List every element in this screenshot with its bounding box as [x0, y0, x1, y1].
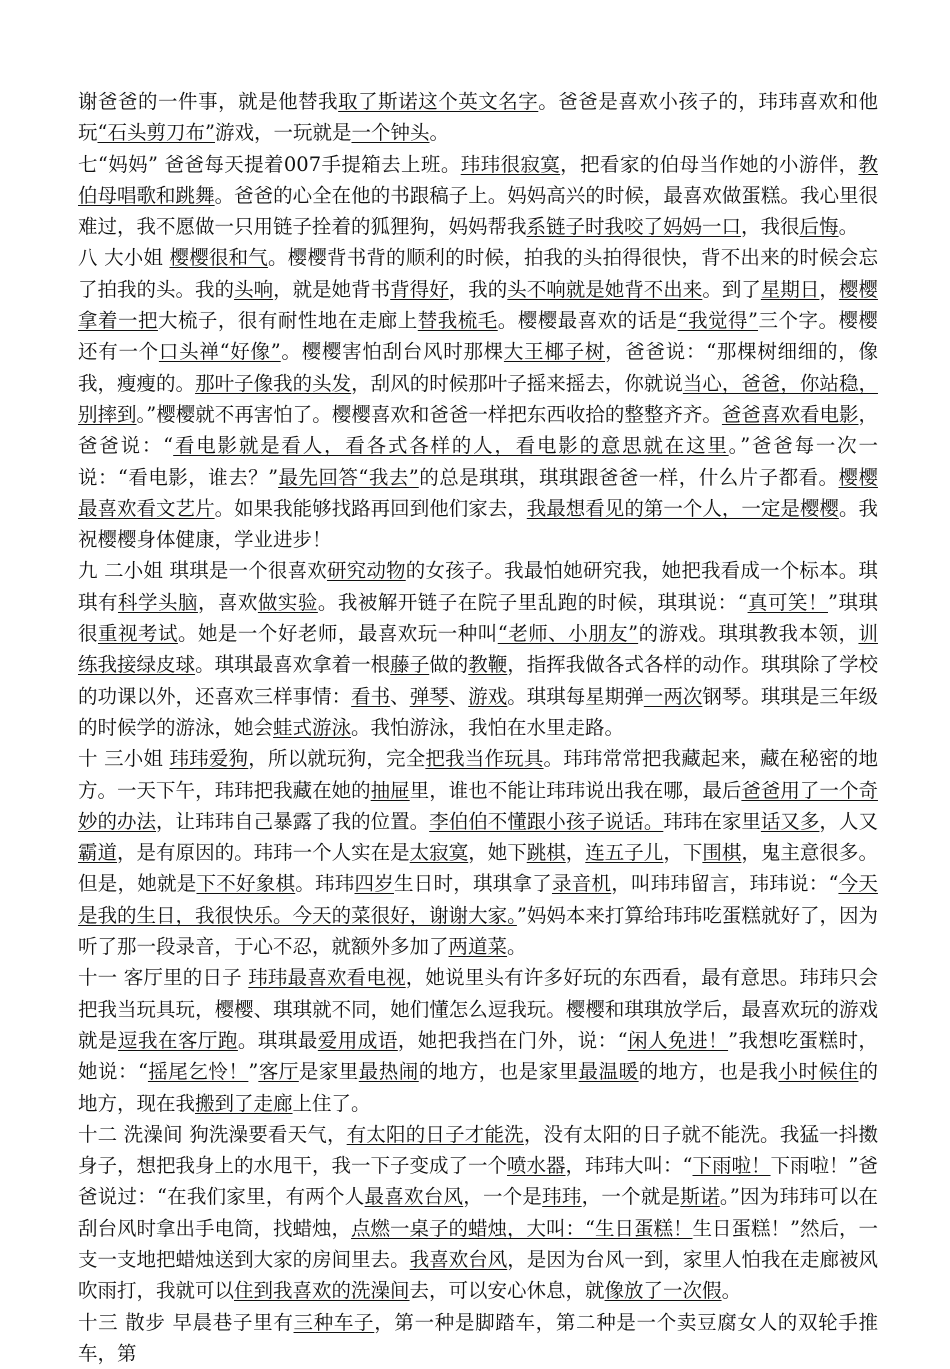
text-run: 。爸爸是喜欢小孩子的，玮玮喜欢和他玩: [78, 90, 878, 145]
text-run: 游戏，一玩就是: [214, 121, 352, 145]
paragraph-5: [78, 743, 878, 962]
underlined-phrase: 头不响就是她背不出来: [507, 277, 703, 301]
text-run: 十一 客厅里的日子: [78, 966, 249, 990]
text-run: 。: [721, 1279, 742, 1303]
underlined-phrase: 搬到了走廊: [195, 1091, 293, 1115]
underlined-phrase: 口头禅“好像”: [158, 340, 281, 364]
underlined-phrase: 爱用成语: [317, 1028, 398, 1052]
underlined-phrase: 今天是我的生日，我很快乐。今天的菜很好，谢谢大家。: [78, 872, 878, 927]
underlined-phrase: 下雨啦！: [692, 1154, 771, 1178]
underlined-phrase: 最喜欢台风: [364, 1185, 464, 1209]
underlined-phrase: 最热闹: [358, 1060, 419, 1084]
underlined-phrase: 弹琴: [409, 684, 449, 708]
underlined-phrase: 四岁: [354, 872, 394, 896]
underlined-phrase: 玮玮: [542, 1185, 582, 1209]
underlined-phrase: 游戏: [468, 684, 508, 708]
text-run: 。樱樱害怕刮台风时那棵: [280, 340, 504, 364]
underlined-phrase: 蛙式游泳: [273, 715, 352, 739]
text-run: ，她把我挡在门外，说：“: [397, 1028, 628, 1052]
underlined-phrase: 连五子儿: [585, 841, 664, 865]
text-run: 。我祝樱樱身体健康，学业进步！: [78, 496, 878, 552]
text-run: ，喜欢: [197, 590, 258, 614]
text-run: 的游戏。琪琪教我本领，: [638, 622, 859, 646]
underlined-phrase: 藤子: [390, 653, 430, 677]
underlined-phrase: 像放了一次假: [604, 1279, 722, 1303]
text-run: ，人又: [819, 809, 878, 833]
text-run: 。我被解开链子在院子里乱跑的时候，琪琪说：“: [317, 590, 748, 614]
paragraph-6: [78, 962, 878, 1118]
underlined-phrase: 爸爸用了一个奇妙的办法: [78, 778, 878, 833]
underlined-phrase: 星期日: [760, 277, 820, 301]
text-run: 。玮玮: [295, 872, 355, 896]
underlined-phrase: 李伯伯不懂跟小孩子说话。: [429, 809, 664, 833]
underlined-phrase: 话又多: [760, 809, 820, 833]
text-run: 。爸爸的心全在他的书跟稿子上。妈妈高兴的时候，最喜欢做蛋糕。我心里很难过，我不愿做一只用链子拴着的狐狸狗，妈妈帮我: [78, 183, 878, 239]
underlined-phrase: 大王椰子树: [503, 340, 606, 364]
underlined-phrase: 最先回答“我去”: [278, 465, 419, 489]
underlined-phrase: 头响: [234, 277, 274, 301]
text-run: 。”因为玮玮可以在刮台风时拿出手电筒，找蜡烛，: [78, 1185, 878, 1240]
underlined-phrase: 下不好象棋: [196, 872, 296, 896]
underlined-phrase: 那叶子像我的头发: [195, 371, 352, 395]
text-run: ，没有太阳的日子就不能洗。我猛一抖擞身子，想把我身上的水甩干，我一下子变成了一个: [78, 1122, 878, 1178]
underlined-phrase: 客厅: [258, 1060, 299, 1084]
text-run: 上住了。: [292, 1091, 371, 1115]
underlined-phrase: 跳棋: [526, 841, 566, 865]
text-run: 。”爸爸每一次一说：“看电影，谁去？”: [78, 434, 878, 489]
text-run: ”琪琪很: [78, 590, 878, 646]
underlined-phrase: “石头剪刀布”: [97, 121, 215, 145]
text-run: ，我的: [448, 277, 508, 301]
text-run: 。琪琪最喜欢拿着一根: [195, 653, 391, 677]
underlined-phrase: 教鞭: [468, 653, 508, 677]
text-run: ”妈妈本来打算给玮玮吃蛋糕就好了，因为听了那一段录音，于心不忍，就额外多加了: [78, 903, 878, 959]
underlined-phrase: 闲人免进！: [627, 1028, 729, 1052]
text-run: ，把看家的伯母当作她的小游伴，: [560, 152, 859, 176]
text-run: 。她是一个好老师，最喜欢玩一种叫: [177, 622, 498, 646]
text-run: ，第一种是脚踏车，第二种是一个卖豆腐女人的双轮手推车，第: [78, 1310, 878, 1365]
underlined-phrase: 我最想看见的第一个人，一定是樱樱: [526, 496, 839, 520]
paragraph-1: [78, 86, 878, 149]
text-run: ，她下: [468, 841, 527, 865]
underlined-phrase: 点燃一桌子的蜡烛，大叫：“生日蛋糕！: [351, 1216, 693, 1240]
text-run: 。: [429, 121, 450, 145]
underlined-phrase: 一两次: [643, 684, 703, 708]
underlined-phrase: 两道菜: [448, 935, 508, 959]
text-run: 。: [838, 215, 859, 239]
paragraph-3: [78, 242, 878, 555]
underlined-phrase: 爸爸喜欢看电影: [721, 402, 859, 426]
underlined-phrase: “我觉得”: [677, 309, 759, 333]
text-run: 。: [507, 935, 527, 959]
text-run: 。樱樱最喜欢的话是: [497, 309, 678, 333]
text-run: 。琪琪每星期弹: [507, 684, 644, 708]
underlined-phrase: 重视考试: [98, 622, 178, 646]
underlined-phrase: 小时候住: [778, 1060, 859, 1084]
underlined-phrase: 背得好: [390, 277, 449, 301]
underlined-phrase: 玮玮爱狗: [169, 747, 249, 771]
underlined-phrase: 逗我在客厅跑: [117, 1028, 238, 1052]
text-run: ，爸爸说：“: [78, 402, 878, 458]
text-run: 的地方，现在我: [78, 1060, 878, 1115]
underlined-phrase: 训练我接绿皮球: [78, 622, 878, 677]
paragraph-7: [78, 1119, 878, 1307]
underlined-phrase: 樱樱拿着一把: [78, 277, 878, 333]
text-run: ，鬼主意很多。但是，她就是: [78, 841, 878, 896]
text-run: 、: [390, 684, 410, 708]
text-run: 去，可以安心休息，就: [409, 1279, 605, 1303]
text-run: 九 二小姐 琪琪是一个很喜欢: [78, 559, 327, 583]
underlined-phrase: 抽屉: [370, 778, 410, 802]
underlined-phrase: 樱樱很和气: [169, 246, 268, 270]
text-run: 。到了: [702, 277, 761, 301]
text-run: 。如果我能够找路再回到他们家去，: [214, 496, 527, 520]
text-run: 。樱樱背书背的顺利的时候，拍我的头拍得很快，背不出来的时候会忘了拍我的头。我的: [78, 246, 878, 301]
text-run: 玮玮在家里: [663, 809, 761, 833]
text-run: 十 三小姐: [78, 747, 170, 771]
underlined-phrase: 系链子时我咬了妈妈一口: [526, 215, 742, 239]
text-run: 的地方，也是我: [638, 1060, 779, 1084]
underlined-phrase: 我喜欢台风: [409, 1247, 508, 1271]
underlined-phrase: 研究动物: [326, 559, 406, 583]
text-run: 的总是琪琪，琪琪跟爸爸一样，什么片子都看。: [418, 465, 839, 489]
underlined-phrase: 替我梳毛: [417, 309, 498, 333]
underlined-phrase: 喷水器: [507, 1154, 566, 1178]
text-run: 大梳子，很有耐性地在走廊上: [157, 309, 418, 333]
text-run: 十二 洗澡间 狗洗澡要看天气，: [78, 1122, 347, 1146]
underlined-phrase: 科学头脑: [117, 590, 198, 614]
text-run: ，指挥我做各式各样的动作。琪琪除了学校的功课以外，还喜欢三样事情：: [78, 653, 878, 708]
text-run: ，我很: [741, 215, 800, 239]
underlined-phrase: 住到我喜欢的洗澡间: [234, 1279, 410, 1303]
text-run: ，刮风的时候那叶子摇来摇去，你就说: [351, 371, 683, 395]
text-run: 是家里: [298, 1060, 359, 1084]
underlined-phrase: 看书: [351, 684, 391, 708]
underlined-phrase: 录音机: [551, 872, 612, 896]
underlined-phrase: 太寂寞: [409, 841, 469, 865]
text-run: 下雨啦！”爸爸说过：“在我们家里，有两个人: [78, 1154, 879, 1209]
text-run: ，爸爸说：“那棵树细细的，像我，瘦瘦的。: [78, 340, 878, 395]
underlined-phrase: 真可笑！: [747, 590, 828, 614]
text-run: ，玮玮大叫：“: [565, 1154, 693, 1178]
text-run: 。琪琪最: [237, 1028, 318, 1052]
text-run: 里，谁也不能让玮玮说出我在哪，最后: [409, 778, 742, 802]
text-run: ，: [565, 841, 586, 865]
underlined-phrase: 有太阳的日子才能洗: [346, 1122, 524, 1146]
text-run: 的地方，也是家里: [418, 1060, 579, 1084]
underlined-phrase: 玮玮很寂寞: [460, 152, 561, 176]
text-run: 。我怕游泳，我怕在水里走路。: [351, 715, 625, 739]
underlined-phrase: 后悔: [799, 215, 839, 239]
underlined-phrase: 围棋: [702, 841, 742, 865]
underlined-phrase: 一个钟头: [351, 121, 430, 145]
underlined-phrase: 教伯母唱歌和跳舞: [78, 152, 878, 207]
text-run: 十三 散步 早晨巷子里有: [78, 1310, 294, 1334]
text-run: ，一个就是: [581, 1185, 681, 1209]
text-run: ，让玮玮自己暴露了我的位置。: [156, 809, 430, 833]
text-run: 。”樱樱就不再害怕了。樱樱喜欢和爸爸一样把东西收拾的整整齐齐。: [136, 402, 722, 426]
underlined-phrase: 最温暖: [578, 1060, 639, 1084]
text-run: 钢琴。琪琪是三年级的时候学的游泳，她会: [78, 684, 878, 739]
text-run: 生日时，琪琪拿了: [394, 872, 552, 896]
text-run: ，一个是: [463, 1185, 543, 1209]
underlined-phrase: 斯诺: [680, 1185, 720, 1209]
text-run: ”我想吃蛋糕时，她说：“: [78, 1028, 878, 1084]
underlined-phrase: 取了斯诺这个英文名字: [338, 90, 539, 113]
underlined-phrase: 玮玮最喜欢看电视: [248, 966, 406, 990]
text-run: ，她说里头有许多好玩的东西看，最有意思。玮玮只会把我当玩具玩，樱樱、琪琪就不同，她们懂怎么逗我玩。樱樱和琪琪放学后，最喜欢玩的游戏就是: [78, 966, 878, 1052]
underlined-phrase: “老师、小朋友”: [497, 622, 639, 646]
text-run: 生日蛋糕！”然后，一支一支地把蜡烛送到大家的房间里去。: [78, 1216, 878, 1271]
text-run: 做的: [429, 653, 469, 677]
text-run: ，所以就玩狗，完全: [248, 747, 426, 771]
underlined-phrase: 霸道: [78, 841, 118, 865]
underlined-phrase: 做实验: [257, 590, 318, 614]
paragraph-8: [78, 1307, 878, 1369]
text-run: ，就是她背书: [273, 277, 391, 301]
text-run: 三个字。樱樱还有一个: [78, 309, 878, 364]
underlined-phrase: 樱樱最喜欢看文艺片: [78, 465, 878, 520]
underlined-phrase: 三种车子: [293, 1310, 375, 1334]
document-page: [78, 86, 878, 1369]
underlined-phrase: 摇尾乞怜！: [147, 1060, 249, 1084]
underlined-phrase: 把我当作玩具: [425, 747, 544, 771]
text-run: 的女孩子。我最怕她研究我，她把我看成一个标本。琪琪有: [78, 559, 878, 614]
text-run: ，: [819, 277, 839, 301]
underlined-phrase: 看电影就是看人，看各式各样的人，看电影的意思就在这里: [173, 434, 729, 458]
paragraph-2: [78, 149, 878, 243]
text-run: ，下: [663, 841, 703, 865]
text-run: 。玮玮常常把我藏起来，藏在秘密的地方。一天下午，玮玮把我藏在她的: [78, 747, 878, 802]
text-run: ，叫玮玮留言，玮玮说：“: [611, 872, 839, 896]
text-run: ”: [248, 1060, 259, 1084]
text-run: ，是因为台风一到，家里人怕我在走廊被风吹雨打，我就可以: [78, 1247, 878, 1303]
text-run: 八 大小姐: [78, 246, 170, 270]
underlined-phrase: 当心，爸爸，你站稳，别摔到: [78, 371, 878, 426]
text-run: ，是有原因的。玮玮一个人实在是: [117, 841, 410, 865]
text-run: 、: [448, 684, 469, 708]
paragraph-4: [78, 555, 878, 743]
text-run: 谢爸爸的一件事，就是他替我: [78, 90, 339, 113]
text-run: 七“妈妈” 爸爸每天提着007手提箱去上班。: [78, 152, 461, 176]
